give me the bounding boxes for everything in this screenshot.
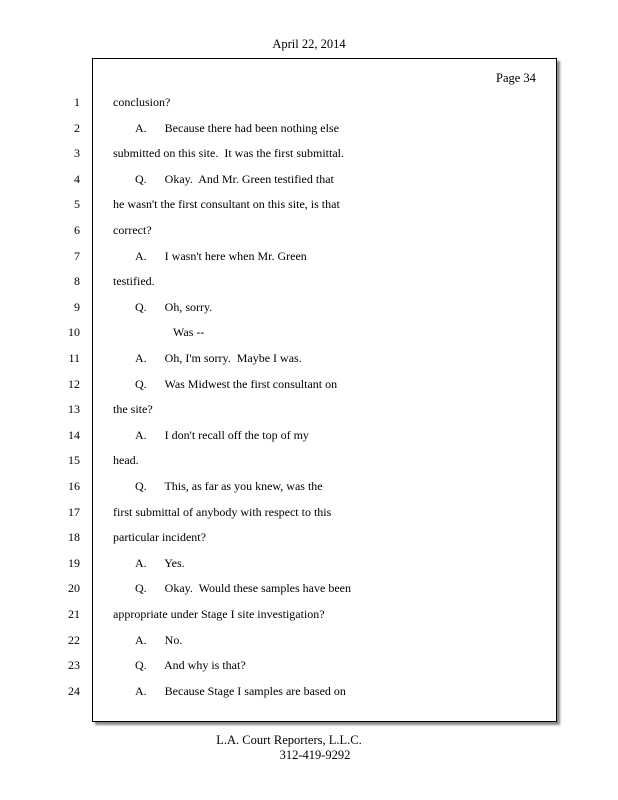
line-text-4: Q. Okay. And Mr. Green testified that [135, 171, 334, 186]
line-number-4: 4 [74, 171, 80, 186]
line-number-5: 5 [74, 197, 80, 212]
line-text-7: A. I wasn't here when Mr. Green [135, 248, 307, 263]
line-number-23: 23 [68, 658, 80, 673]
line-number-8: 8 [74, 274, 80, 289]
line-text-2: A. Because there had been nothing else [135, 120, 339, 135]
line-number-17: 17 [68, 504, 80, 519]
line-text-1: conclusion? [113, 95, 171, 109]
line-text-21: appropriate under Stage I site investigation? [113, 607, 325, 621]
line-text-3: submitted on this site. It was the first submittal. [113, 146, 344, 161]
line-number-15: 15 [68, 453, 80, 468]
line-text-16: Q. This, as far as you knew, was the [135, 479, 323, 493]
line-text-22: A. No. [135, 632, 183, 647]
line-number-12: 12 [68, 376, 80, 391]
line-number-13: 13 [68, 402, 80, 417]
line-number-14: 14 [68, 427, 80, 442]
line-text-20: Q. Okay. Would these samples have been [135, 581, 351, 596]
line-number-22: 22 [68, 632, 80, 647]
footer-company: L.A. Court Reporters, L.L.C. [216, 733, 362, 747]
line-text-19: A. Yes. [135, 555, 185, 570]
line-number-24: 24 [68, 683, 80, 698]
line-number-7: 7 [74, 248, 80, 263]
line-text-10: Was -- [173, 325, 205, 340]
line-text-11: A. Oh, I'm sorry. Maybe I was. [135, 351, 302, 365]
line-number-10: 10 [68, 325, 80, 340]
line-number-16: 16 [68, 479, 80, 493]
line-number-20: 20 [68, 581, 80, 596]
line-text-24: A. Because Stage I samples are based on [135, 683, 346, 698]
line-text-12: Q. Was Midwest the first consultant on [135, 376, 338, 391]
line-text-8: testified. [113, 274, 155, 289]
header-date: April 22, 2014 [272, 37, 346, 51]
line-number-18: 18 [68, 530, 80, 545]
line-text-17: first submittal of anybody with respect to this [113, 504, 332, 519]
line-text-23: Q. And why is that? [135, 658, 246, 673]
line-number-6: 6 [74, 223, 80, 237]
line-text-14: A. I don't recall off the top of my [135, 427, 309, 442]
page-number: Page 34 [496, 71, 536, 85]
line-text-15: head. [113, 453, 139, 468]
line-number-19: 19 [68, 555, 80, 570]
line-number-21: 21 [68, 607, 80, 621]
footer-phone: 312-419-9292 [279, 748, 351, 762]
line-text-6: correct? [113, 223, 152, 237]
line-number-11: 11 [68, 351, 80, 365]
line-text-18: particular incident? [113, 530, 206, 545]
line-number-2: 2 [74, 120, 80, 135]
line-text-9: Q. Oh, sorry. [135, 299, 213, 314]
line-number-3: 3 [74, 146, 80, 161]
line-text-13: the site? [113, 402, 153, 417]
line-number-9: 9 [74, 299, 80, 314]
line-text-5: he wasn't the first consultant on this site, is that [113, 197, 340, 212]
line-number-1: 1 [74, 95, 80, 109]
